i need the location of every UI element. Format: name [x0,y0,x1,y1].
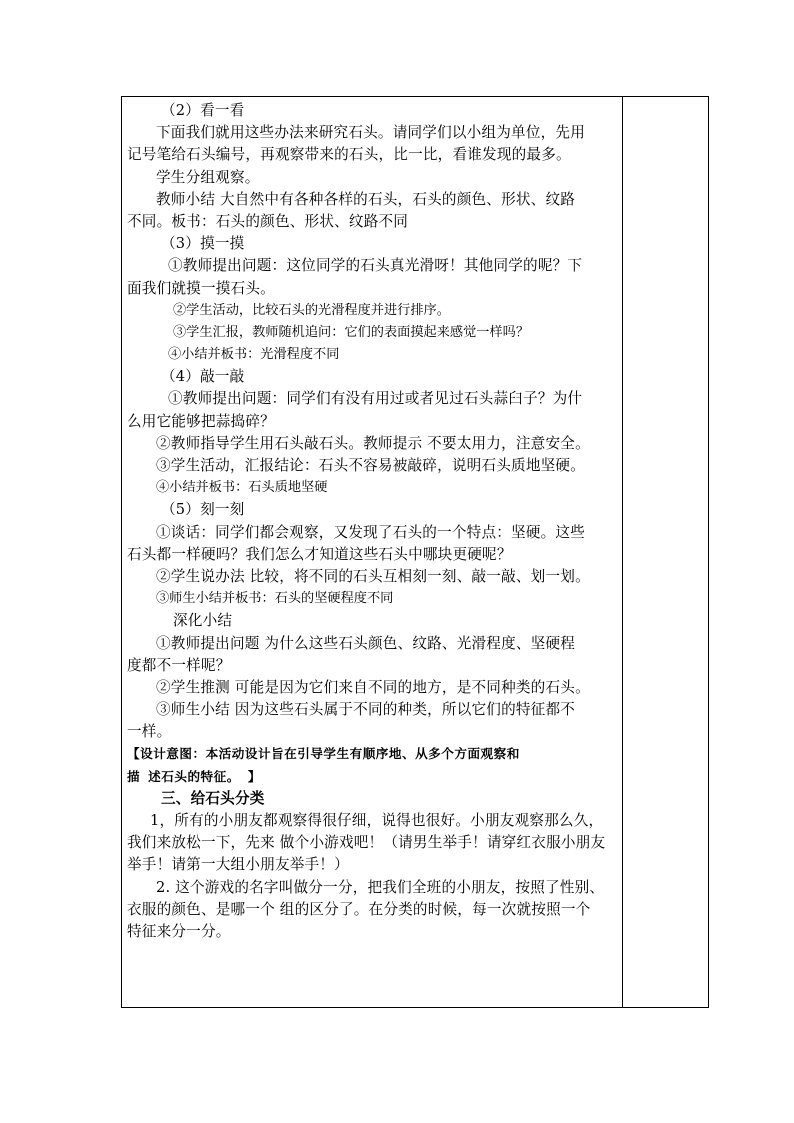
text-line: ③师生小结 因为这些石头属于不同的种类，所以它们的特征都不 [156,701,576,719]
design-intent: 【设计意图：本活动设计旨在引导学生有顺序地、从多个方面观察和 [127,746,520,762]
heading-carve: （5）刻一刻 [161,501,245,519]
heading-summary: 深化小结 [173,612,233,630]
text-line: ③学生汇报，教师随机追问：它们的表面摸起来感觉一样吗？ [173,324,530,340]
heading-touch: （3）摸一摸 [161,235,245,253]
text-line: 学生分组观察。 [156,168,260,186]
text-line: 衣服的颜色、是哪一个 组的区分了。在分类的时候，每一次就按照一个 [127,900,591,918]
text-line: 不同。板书：石头的颜色、形状、纹路不同 [127,212,409,230]
lesson-content [127,100,617,943]
text-line: 举手！请第一大组小朋友举手！） [127,856,349,874]
text-line: ②学生活动，比较石头的光滑程度并进行排序。 [173,302,450,318]
text-line: 1，所有的小朋友都观察得很仔细，说得也很好。小朋友观察那么久， [150,812,604,829]
text-line: ①教师提出问题：同学们有没有用过或者见过石头蒜臼子？为什 [168,390,583,408]
text-line: ①教师提出问题 为什么这些石头颜色、纹路、光滑程度、坚硬程 [156,634,576,652]
section-heading: 三、给石头分类 [161,789,265,807]
text-line: 特征来分一分。 [127,922,231,940]
text-line: ②教师指导学生用石头敲石头。教师提示 不要太用力，注意安全。 [156,434,590,452]
text-line: 一样。 [127,723,172,741]
text-line: 度都不一样呢？ [127,656,231,674]
text-line: 下面我们就用这些办法来研究石头。请同学们以小组为单位，先用 [156,124,586,142]
text-line: ④小结并板书：石头质地坚硬 [156,480,328,496]
text-line: 教师小结 大自然中有各种各样的石头，石头的颜色、形状、纹路 [156,190,576,208]
text-line: ④小结并板书：光滑程度不同 [168,347,340,363]
design-intent: 描 述石头的特征。 】 [127,768,262,784]
text-line: 2. 这个游戏的名字叫做分一分，把我们全班的小朋友，按照了性别、 [156,878,605,896]
heading-look: （2）看一看 [161,102,245,119]
text-line: ①教师提出问题：这位同学的石头真光滑呀！其他同学的呢？下 [168,257,583,275]
text-line: ②学生推测 可能是因为它们来自不同的地方，是不同种类的石头。 [156,678,590,696]
text-line: 石头都一样硬吗？我们怎么才知道这些石头中哪块更硬呢？ [127,545,512,563]
text-line: ③学生活动，汇报结论：石头不容易被敲碎，说明石头质地坚硬。 [156,457,586,474]
text-line: ②学生说办法 比较，将不同的石头互相刻一刻、敲一敲、划一划。 [156,567,590,585]
text-line: 么用它能够把蒜捣碎？ [127,412,275,430]
text-line: ③师生小结并板书：石头的坚硬程度不同 [156,591,394,607]
text-line: 记号笔给石头编号，再观察带来的石头，比一比，看谁发现的最多。 [127,146,571,164]
text-line: 面我们就摸一摸石头。 [127,279,275,297]
text-line: 我们来放松一下，先来 做个小游戏吧！（请男生举手！请穿红衣服小朋友 [127,834,606,852]
heading-knock: （4）敲一敲 [161,368,245,386]
notes-column-cell [623,96,709,1008]
text-line: ①谈话：同学们都会观察，又发现了石头的一个特点：坚硬。这些 [156,523,586,541]
